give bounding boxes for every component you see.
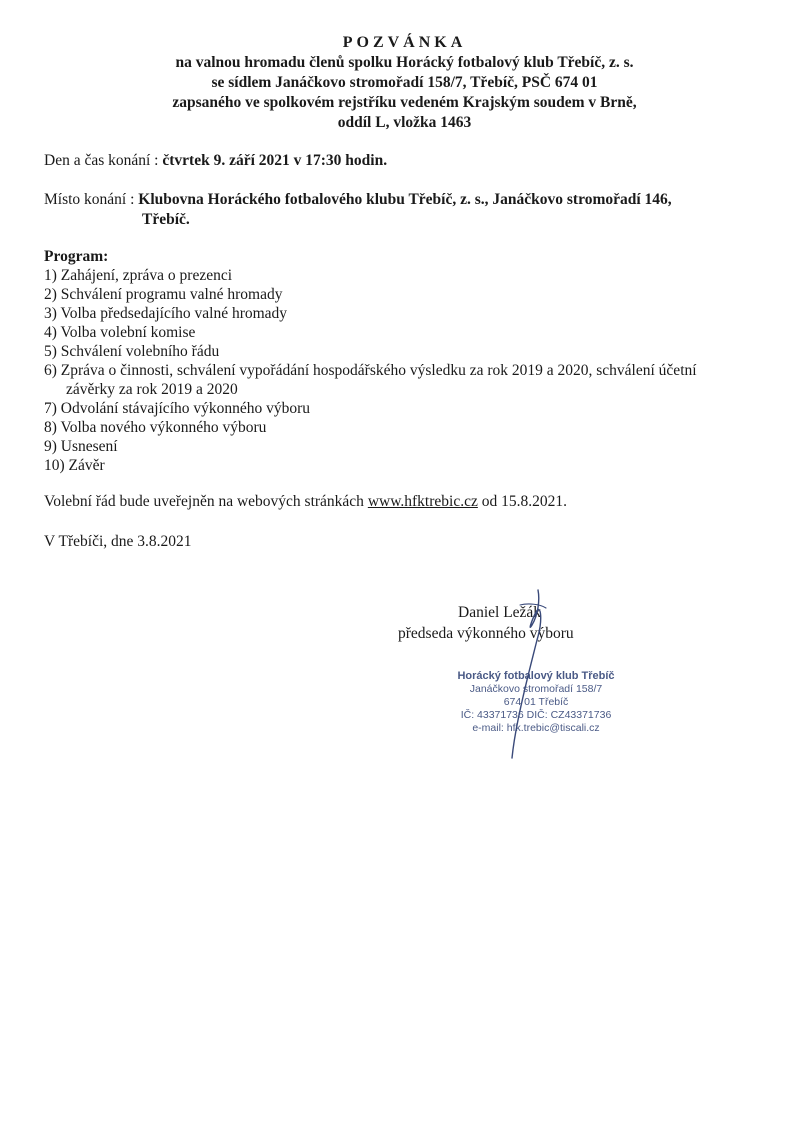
header-line-3: zapsaného ve spolkovém rejstříku vedeném Krajským soudem v Brně,	[172, 94, 637, 111]
meeting-date-row	[44, 152, 387, 170]
place-and-date: V Třebíči, dne 3.8.2021	[44, 533, 192, 550]
website-link[interactable]: www.hfktrebic.cz	[367, 493, 478, 510]
meeting-place-label: Místo konání :	[44, 191, 139, 208]
signature-block	[398, 602, 658, 644]
header-line-2: se sídlem Janáčkovo stromořadí 158/7, Třebíč, PSČ 674 01	[211, 74, 598, 91]
program-item: 9) Usnesení	[44, 438, 118, 455]
stamp-line-address: Janáčkovo stromořadí 158/7	[469, 683, 603, 695]
program-list	[44, 247, 697, 475]
signatory-role: předseda výkonného výboru	[398, 625, 574, 642]
document-title: POZVÁNKA	[342, 34, 467, 51]
meeting-place-value-cont: Třebíč.	[142, 211, 190, 228]
program-item-continuation: závěrky za rok 2019 a 2020	[66, 381, 238, 398]
meeting-place-value: Klubovna Horáckého fotbalového klubu Třebíč, z. s., Janáčkovo stromořadí 146,	[138, 191, 672, 208]
program-item: 8) Volba nového výkonného výboru	[44, 419, 267, 436]
notice-before: Volební řád bude uveřejněn na webových stránkách	[44, 493, 368, 510]
program-item: 4) Volba volební komise	[44, 324, 196, 341]
stamp-line-ids: IČ: 43371736 DIČ: CZ43371736	[460, 709, 612, 721]
notice-after: od 15.8.2021.	[477, 493, 567, 510]
program-item: 7) Odvolání stávajícího výkonného výboru	[44, 400, 311, 417]
program-item: 1) Zahájení, zpráva o prezenci	[44, 267, 233, 284]
program-heading: Program:	[44, 248, 109, 265]
meeting-date-value: čtvrtek 9. září 2021 v 17:30 hodin.	[162, 152, 388, 169]
document-header	[0, 33, 809, 133]
program-item: 3) Volba předsedajícího valné hromady	[44, 305, 288, 322]
program-item: 5) Schválení volebního řádu	[44, 343, 220, 360]
program-item: 2) Schválení programu valné hromady	[44, 286, 283, 303]
header-line-1: na valnou hromadu členů spolku Horácký fotbalový klub Třebíč, z. s.	[175, 54, 634, 71]
header-line-4: oddíl L, vložka 1463	[337, 114, 472, 131]
club-stamp	[436, 670, 636, 735]
notice-text	[44, 493, 567, 511]
signatory-name: Daniel Ležák	[458, 604, 542, 621]
stamp-line-email: e-mail: hfk.trebic@tiscali.cz	[472, 722, 600, 734]
program-item: 10) Závěr	[44, 457, 105, 474]
program-item: 6) Zpráva o činnosti, schválení vypořádání hospodářského výsledku za rok 2019 a 2020, schválení účetní	[44, 362, 697, 379]
meeting-date-label: Den a čas konání :	[44, 152, 163, 169]
meeting-place-row	[44, 191, 672, 209]
stamp-line-club: Horácký fotbalový klub Třebíč	[457, 670, 615, 682]
stamp-line-city: 674 01 Třebíč	[503, 696, 569, 708]
